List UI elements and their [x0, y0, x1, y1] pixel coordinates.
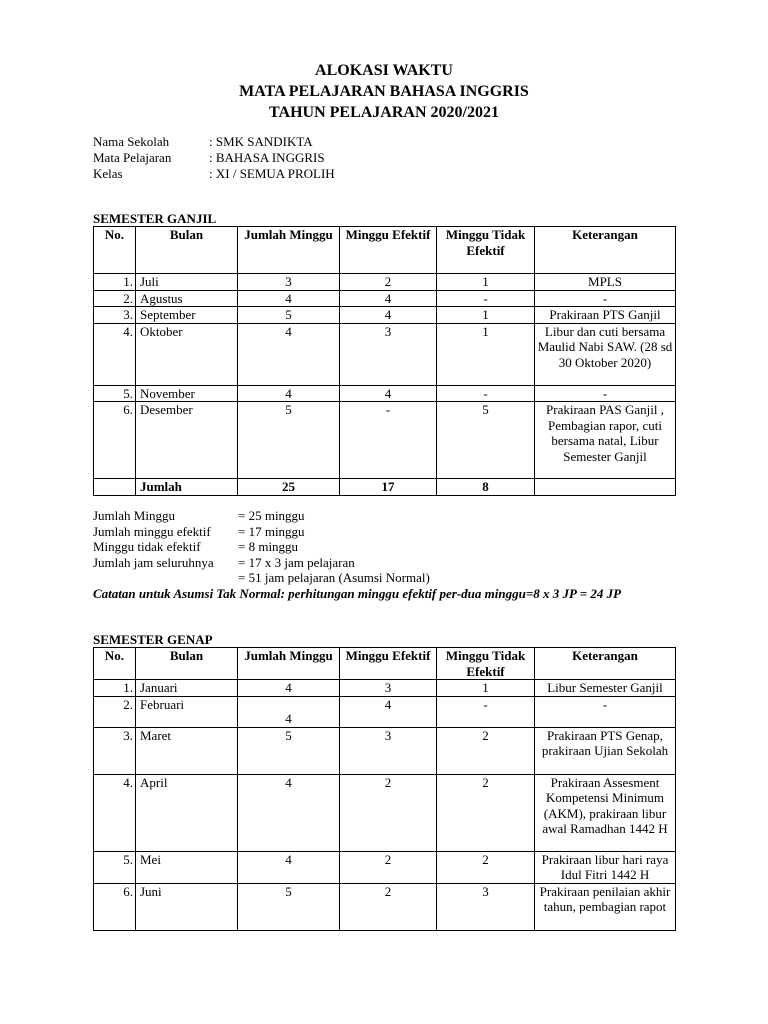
col-header-efektif: Minggu Efektif — [340, 227, 437, 274]
cell-keterangan: - — [535, 385, 676, 402]
col-header-bulan: Bulan — [136, 227, 238, 274]
table-row — [94, 883, 676, 930]
cell-no: 1. — [94, 680, 136, 697]
cell-jumlah: 4 — [238, 385, 340, 402]
cell-jumlah: 5 — [238, 883, 340, 930]
cell-tidak-efektif: 2 — [437, 851, 535, 883]
table-header-row — [94, 648, 676, 680]
col-header-tidak-efektif: Minggu Tidak Efektif — [437, 227, 535, 274]
cell-efektif: 2 — [340, 774, 437, 851]
cell-efektif: 3 — [340, 323, 437, 385]
cell-no: 3. — [94, 727, 136, 774]
col-header-tidak-efektif: Minggu Tidak Efektif — [437, 648, 535, 680]
cell-no: 1. — [94, 274, 136, 291]
cell-tidak-efektif: 2 — [437, 727, 535, 774]
table-row — [94, 727, 676, 774]
cell-empty — [535, 479, 676, 496]
cell-keterangan: Prakiraan libur hari raya Idul Fitri 1442 H — [535, 851, 676, 883]
cell-keterangan: Prakiraan PTS Ganjil — [535, 307, 676, 324]
info-row-subject — [93, 150, 335, 166]
cell-bulan: Oktober — [136, 323, 238, 385]
cell-no: 4. — [94, 323, 136, 385]
table-row — [94, 680, 676, 697]
table-row — [94, 274, 676, 291]
cell-efektif: 4 — [340, 385, 437, 402]
info-block — [93, 134, 335, 182]
cell-no: 5. — [94, 851, 136, 883]
cell-bulan: Januari — [136, 680, 238, 697]
col-header-jumlah: Jumlah Minggu — [238, 648, 340, 680]
table-total-row — [94, 479, 676, 496]
col-header-bulan: Bulan — [136, 648, 238, 680]
cell-keterangan: Libur dan cuti bersama Maulid Nabi SAW. (28 sd 30 Oktober 2020) — [535, 323, 676, 385]
cell-jumlah: 5 — [238, 402, 340, 479]
summary-value: = 17 x 3 jam pelajaran — [238, 554, 355, 570]
catatan-note: Catatan untuk Asumsi Tak Normal: perhitungan minggu efektif per-dua minggu=8 x 3 JP = 24 JP — [93, 586, 622, 601]
cell-efektif: 2 — [340, 883, 437, 930]
semester-genap-title: SEMESTER GENAP — [93, 632, 213, 647]
summary-row — [93, 539, 430, 555]
col-header-no: No. — [94, 648, 136, 680]
info-row-school — [93, 134, 335, 150]
cell-efektif: 2 — [340, 274, 437, 291]
table-row — [94, 385, 676, 402]
cell-tidak-efektif: 5 — [437, 402, 535, 479]
cell-total-tidak-efektif: 8 — [437, 479, 535, 496]
col-header-keterangan: Keterangan — [535, 648, 676, 680]
cell-jumlah: 3 — [238, 274, 340, 291]
info-value: : BAHASA INGGRIS — [209, 150, 325, 165]
cell-empty — [94, 479, 136, 496]
cell-jumlah: 4 — [238, 680, 340, 697]
summary-key: Minggu tidak efektif — [93, 539, 201, 554]
cell-jumlah: 4 — [238, 774, 340, 851]
info-label: Kelas — [93, 166, 123, 181]
cell-bulan: Juni — [136, 883, 238, 930]
doc-title-line2: MATA PELAJARAN BAHASA INGGRIS — [239, 83, 529, 100]
info-label: Mata Pelajaran — [93, 150, 172, 165]
table-row — [94, 307, 676, 324]
info-value: : SMK SANDIKTA — [209, 134, 313, 149]
cell-bulan: Februari — [136, 696, 238, 727]
summary-row — [93, 570, 430, 586]
cell-tidak-efektif: - — [437, 290, 535, 307]
cell-jumlah: 4 — [238, 696, 340, 727]
cell-tidak-efektif: - — [437, 696, 535, 727]
cell-tidak-efektif: 3 — [437, 883, 535, 930]
cell-total-efektif: 17 — [340, 479, 437, 496]
cell-efektif: 3 — [340, 727, 437, 774]
summary-key: Jumlah minggu efektif — [93, 523, 211, 539]
summary-value: = 25 minggu — [238, 508, 305, 523]
cell-tidak-efektif: 1 — [437, 274, 535, 291]
cell-no: 3. — [94, 307, 136, 324]
cell-tidak-efektif: 1 — [437, 323, 535, 385]
cell-keterangan: - — [535, 290, 676, 307]
cell-jumlah: 5 — [238, 727, 340, 774]
table-row — [94, 774, 676, 851]
semester-ganjil-table — [93, 226, 676, 496]
summary-row — [93, 508, 430, 524]
cell-keterangan: Prakiraan penilaian akhir tahun, pembagian rapot — [535, 883, 676, 930]
cell-keterangan: Prakiraan Assesment Kompetensi Minimum (AKM), prakiraan libur awal Ramadhan 1442 H — [535, 774, 676, 851]
doc-title-line1: ALOKASI WAKTU — [315, 62, 453, 79]
table-header-row — [94, 227, 676, 274]
info-value: : XI / SEMUA PROLIH — [209, 166, 335, 181]
cell-bulan: November — [136, 385, 238, 402]
cell-tidak-efektif: - — [437, 385, 535, 402]
summary-row — [93, 524, 430, 540]
cell-efektif: - — [340, 402, 437, 479]
cell-tidak-efektif: 2 — [437, 774, 535, 851]
cell-bulan: Juli — [136, 274, 238, 291]
cell-no: 6. — [94, 883, 136, 930]
cell-no: 2. — [94, 696, 136, 727]
table-row — [94, 402, 676, 479]
col-header-keterangan: Keterangan — [535, 227, 676, 274]
cell-keterangan: - — [535, 696, 676, 727]
summary-row — [93, 555, 430, 571]
cell-keterangan: Prakiraan PTS Genap, prakiraan Ujian Sekolah — [535, 727, 676, 774]
cell-jumlah: 4 — [238, 851, 340, 883]
cell-jumlah: 4 — [238, 290, 340, 307]
cell-keterangan: MPLS — [535, 274, 676, 291]
table-row — [94, 290, 676, 307]
col-header-jumlah: Jumlah Minggu — [238, 227, 340, 274]
doc-title-line3: TAHUN PELAJARAN 2020/2021 — [269, 104, 499, 121]
summary-value: = 8 minggu — [238, 539, 299, 554]
summary-key: Jumlah Minggu — [93, 508, 175, 523]
cell-efektif: 4 — [340, 696, 437, 727]
info-label: Nama Sekolah — [93, 134, 170, 149]
col-header-efektif: Minggu Efektif — [340, 648, 437, 680]
summary-key: Jumlah jam seluruhnya — [93, 554, 214, 570]
cell-bulan: Maret — [136, 727, 238, 774]
cell-no: 6. — [94, 402, 136, 479]
cell-tidak-efektif: 1 — [437, 680, 535, 697]
cell-bulan: Desember — [136, 402, 238, 479]
cell-efektif: 4 — [340, 290, 437, 307]
semester-ganjil-title: SEMESTER GANJIL — [93, 211, 217, 226]
cell-total-jumlah: 25 — [238, 479, 340, 496]
summary-value: = 51 jam pelajaran (Asumsi Normal) — [238, 570, 430, 585]
semester-genap-table — [93, 647, 676, 931]
cell-total-label: Jumlah — [136, 479, 238, 496]
cell-bulan: Agustus — [136, 290, 238, 307]
cell-bulan: April — [136, 774, 238, 851]
cell-no: 2. — [94, 290, 136, 307]
table-row — [94, 323, 676, 385]
cell-keterangan: Libur Semester Ganjil — [535, 680, 676, 697]
cell-efektif: 2 — [340, 851, 437, 883]
cell-efektif: 3 — [340, 680, 437, 697]
table-row — [94, 851, 676, 883]
cell-bulan: September — [136, 307, 238, 324]
cell-efektif: 4 — [340, 307, 437, 324]
cell-jumlah: 4 — [238, 323, 340, 385]
info-row-class — [93, 166, 335, 182]
cell-no: 4. — [94, 774, 136, 851]
summary-block — [93, 508, 430, 586]
cell-bulan: Mei — [136, 851, 238, 883]
cell-jumlah: 5 — [238, 307, 340, 324]
table-row — [94, 696, 676, 727]
col-header-no: No. — [94, 227, 136, 274]
summary-value: = 17 minggu — [238, 523, 305, 539]
cell-tidak-efektif: 1 — [437, 307, 535, 324]
cell-no: 5. — [94, 385, 136, 402]
cell-keterangan: Prakiraan PAS Ganjil , Pembagian rapor, cuti bersama natal, Libur Semester Ganjil — [535, 402, 676, 479]
